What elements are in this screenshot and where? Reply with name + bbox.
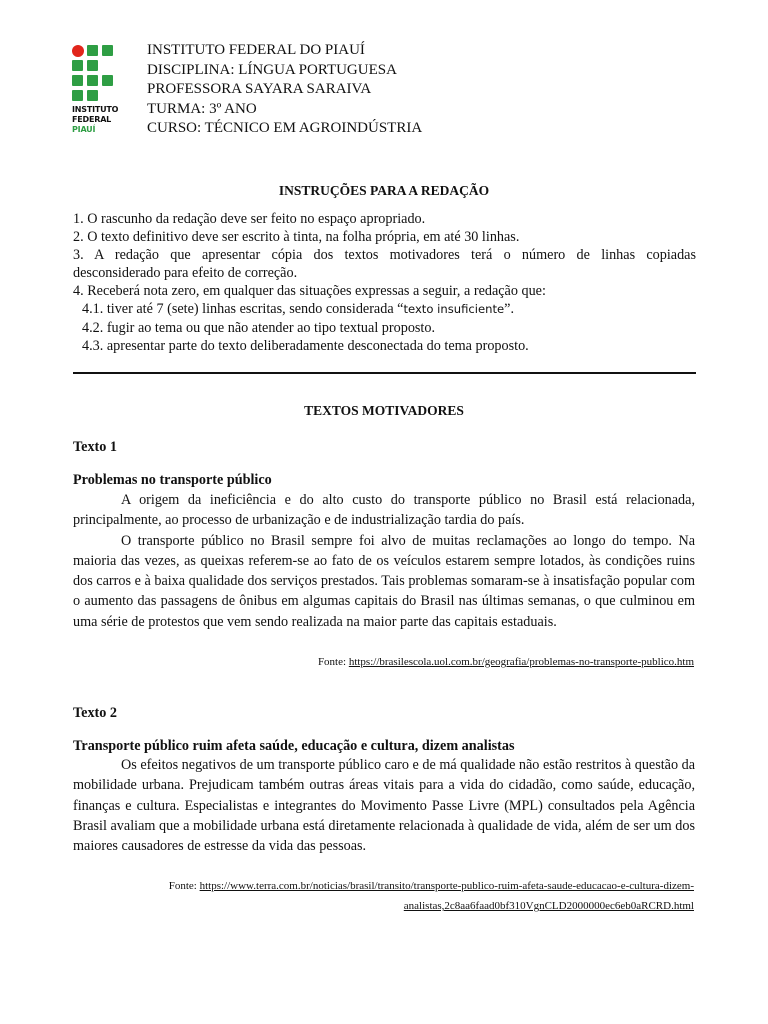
texto2-source-label: Fonte: [168, 880, 200, 892]
texto1-source [318, 652, 694, 672]
texto1-source-label: Fonte: [317, 656, 349, 668]
horizontal-divider [73, 372, 696, 374]
instruction-4-1-end: ”. [504, 301, 515, 318]
instruction-item-1: 1. O rascunho da redação deve ser feito no espaço apropriado. [73, 211, 426, 227]
header-class: TURMA: 3º ANO [147, 100, 257, 117]
texto2-source-link-cont[interactable]: analistas,2c8aa6faad0bf310VgnCLD2000000ec6eb0aRCRD.html [403, 900, 694, 912]
instructions-title: INSTRUÇÕES PARA A REDAÇÃO [278, 183, 490, 198]
texto2-paragraph-1: Os efeitos negativos de um transporte público caro e de má qualidade não estão restritos à questão da mobilidade urbana. Prejudicam também outras áreas vitais para a vida do cidadão, como saúde, educação, finanças e cultura. Especialistas e integrantes do Movimento Passe Livre (MPL) consultados pela Agência Brasil avaliam que a mobilidade urbana está diretamente relacionada à qualidade de vida, além de ser um dos maiores causadores de estresse da vida das pessoas. [73, 757, 696, 855]
texto1-label: Texto 1 [73, 439, 118, 455]
ifpi-logo [72, 45, 124, 135]
texto1-body [73, 490, 695, 632]
texto2-source-line1 [169, 876, 694, 896]
header-course: CURSO: TÉCNICO EM AGROINDÚSTRIA [147, 120, 423, 137]
texto2-body [73, 755, 695, 856]
instructions-list [73, 210, 696, 355]
texto1-source-link[interactable]: https://brasilescola.uol.com.br/geografia/problemas-no-transporte-publico.htm [348, 656, 694, 668]
logo-text-federal: FEDERAL [72, 115, 112, 124]
instruction-4-1-text: 4.1. tiver até 7 (sete) linhas escritas, sendo considerada “ [82, 301, 404, 318]
document-header [147, 41, 422, 139]
header-discipline: DISCIPLINA: LÍNGUA PORTUGUESA [147, 61, 397, 78]
logo-text-piaui: PIAUÍ [72, 125, 96, 134]
instruction-item-3-line1: 3. A redação que apresentar cópia dos textos motivadores terá o número de linhas copiadas [73, 247, 696, 264]
texto2-source-link[interactable]: https://www.terra.com.br/noticias/brasil/transito/transporte-publico-ruim-afeta-saude-educacao-e-cultura-dizem- [199, 880, 694, 892]
instruction-item-3-line2: desconsiderado para efeito de correção. [73, 265, 298, 282]
instruction-item-2: 2. O texto definitivo deve ser escrito à tinta, na folha própria, em até 30 linhas. [73, 229, 520, 246]
texto2-label: Texto 2 [73, 705, 118, 721]
logo-text-instituto: INSTITUTO [72, 105, 119, 114]
motivadores-title: TEXTOS MOTIVADORES [304, 403, 464, 418]
texto1-paragraph-1: A origem da ineficiência e do alto custo do transporte público no Brasil está relacionada, principalmente, ao processo de urbanização e de industrialização tardia do país. [73, 492, 695, 529]
texto2-heading: Transporte público ruim afeta saúde, educação e cultura, dizem analistas [73, 738, 515, 754]
texto2-source [169, 876, 694, 916]
texto1-heading: Problemas no transporte público [73, 472, 272, 488]
texto2-source-line2 [169, 896, 694, 916]
instruction-item-4-1 [73, 300, 696, 318]
instruction-item-4: 4. Receberá nota zero, em qualquer das situações expressas a seguir, a redação que: [73, 283, 546, 300]
header-institution: INSTITUTO FEDERAL DO PIAUÍ [147, 42, 365, 58]
texto1-paragraph-2: O transporte público no Brasil sempre foi alvo de muitas reclamações ao longo do tempo. Na maioria das vezes, as queixas referem-se ao fato de os veículos estarem sempre lotados, às condições ruins dos carros e à baixa qualidade dos serviços prestados. Tais problemas somaram-se à insatisfação popular com o aumento das passagens de ônibus em algumas capitais do Brasil nas últimas semanas, o que culminou em uma série de protestos que vem sendo realizada na maior parte das capitais estaduais. [73, 532, 695, 630]
instruction-item-4-3: 4.3. apresentar parte do texto deliberadamente desconectada do tema proposto. [82, 337, 529, 354]
header-teacher: PROFESSORA SAYARA SARAIVA [147, 81, 372, 98]
logo-red-circle [72, 45, 84, 57]
instruction-4-1-quoted: texto insuficiente [403, 302, 505, 317]
instruction-item-4-2: 4.2. fugir ao tema ou que não atender ao tipo textual proposto. [82, 319, 436, 336]
